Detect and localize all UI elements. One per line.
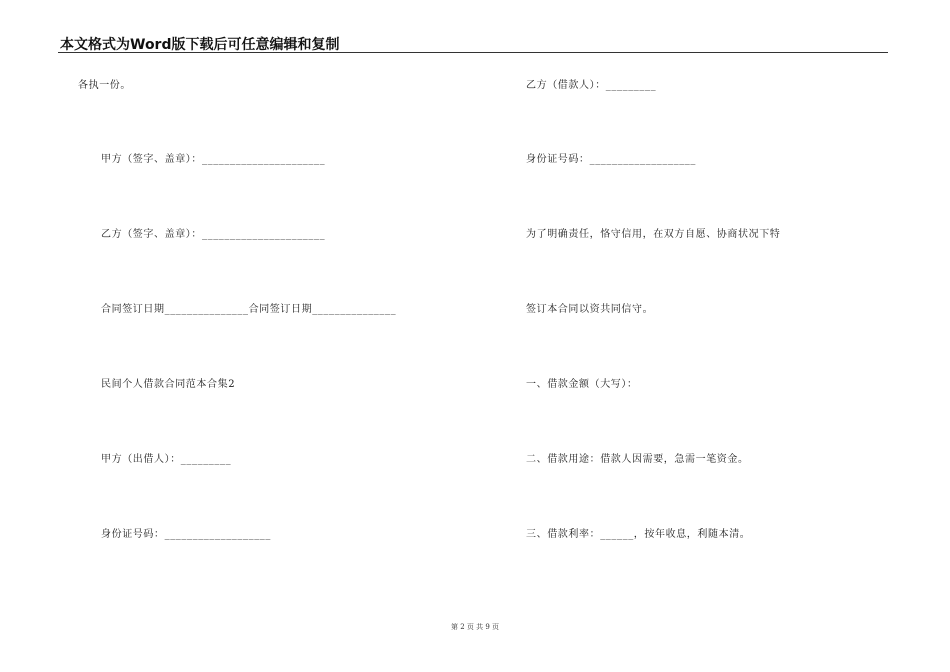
left-line-contract-title: 民间个人借款合同范本合集2	[101, 379, 236, 390]
document-header-title: 本文格式为Word版下载后可任意编辑和复制	[60, 37, 340, 53]
right-line-borrower-id: 身份证号码：___________________	[526, 154, 696, 165]
left-line-lender: 甲方（出借人）：_________	[101, 454, 232, 465]
right-line-interest-rate: 三、借款利率：______，按年收息，利随本清。	[526, 529, 751, 540]
header-divider	[58, 52, 888, 53]
left-line-signing-date: 合同签订日期_______________合同签订日期_______________	[101, 304, 397, 315]
left-line-party-b-signature: 乙方（签字、盖章）：______________________	[101, 229, 326, 240]
page-number: 第 2 页 共 9 页	[450, 623, 500, 631]
right-line-loan-amount: 一、借款金额（大写）：	[526, 379, 638, 390]
right-line-purpose-intro: 为了明确责任，恪守信用，在双方自愿、协商状况下特	[526, 229, 781, 240]
left-line-lender-id: 身份证号码：___________________	[101, 529, 271, 540]
right-line-loan-use: 二、借款用途：借款人因需要，急需一笔资金。	[526, 454, 749, 465]
right-line-purpose-intro-cont: 签订本合同以资共同信守。	[526, 304, 654, 315]
left-line-each-copy: 各执一份。	[78, 80, 131, 91]
right-line-borrower: 乙方（借款人）：_________	[526, 80, 657, 91]
left-line-party-a-signature: 甲方（签字、盖章）：______________________	[101, 154, 326, 165]
